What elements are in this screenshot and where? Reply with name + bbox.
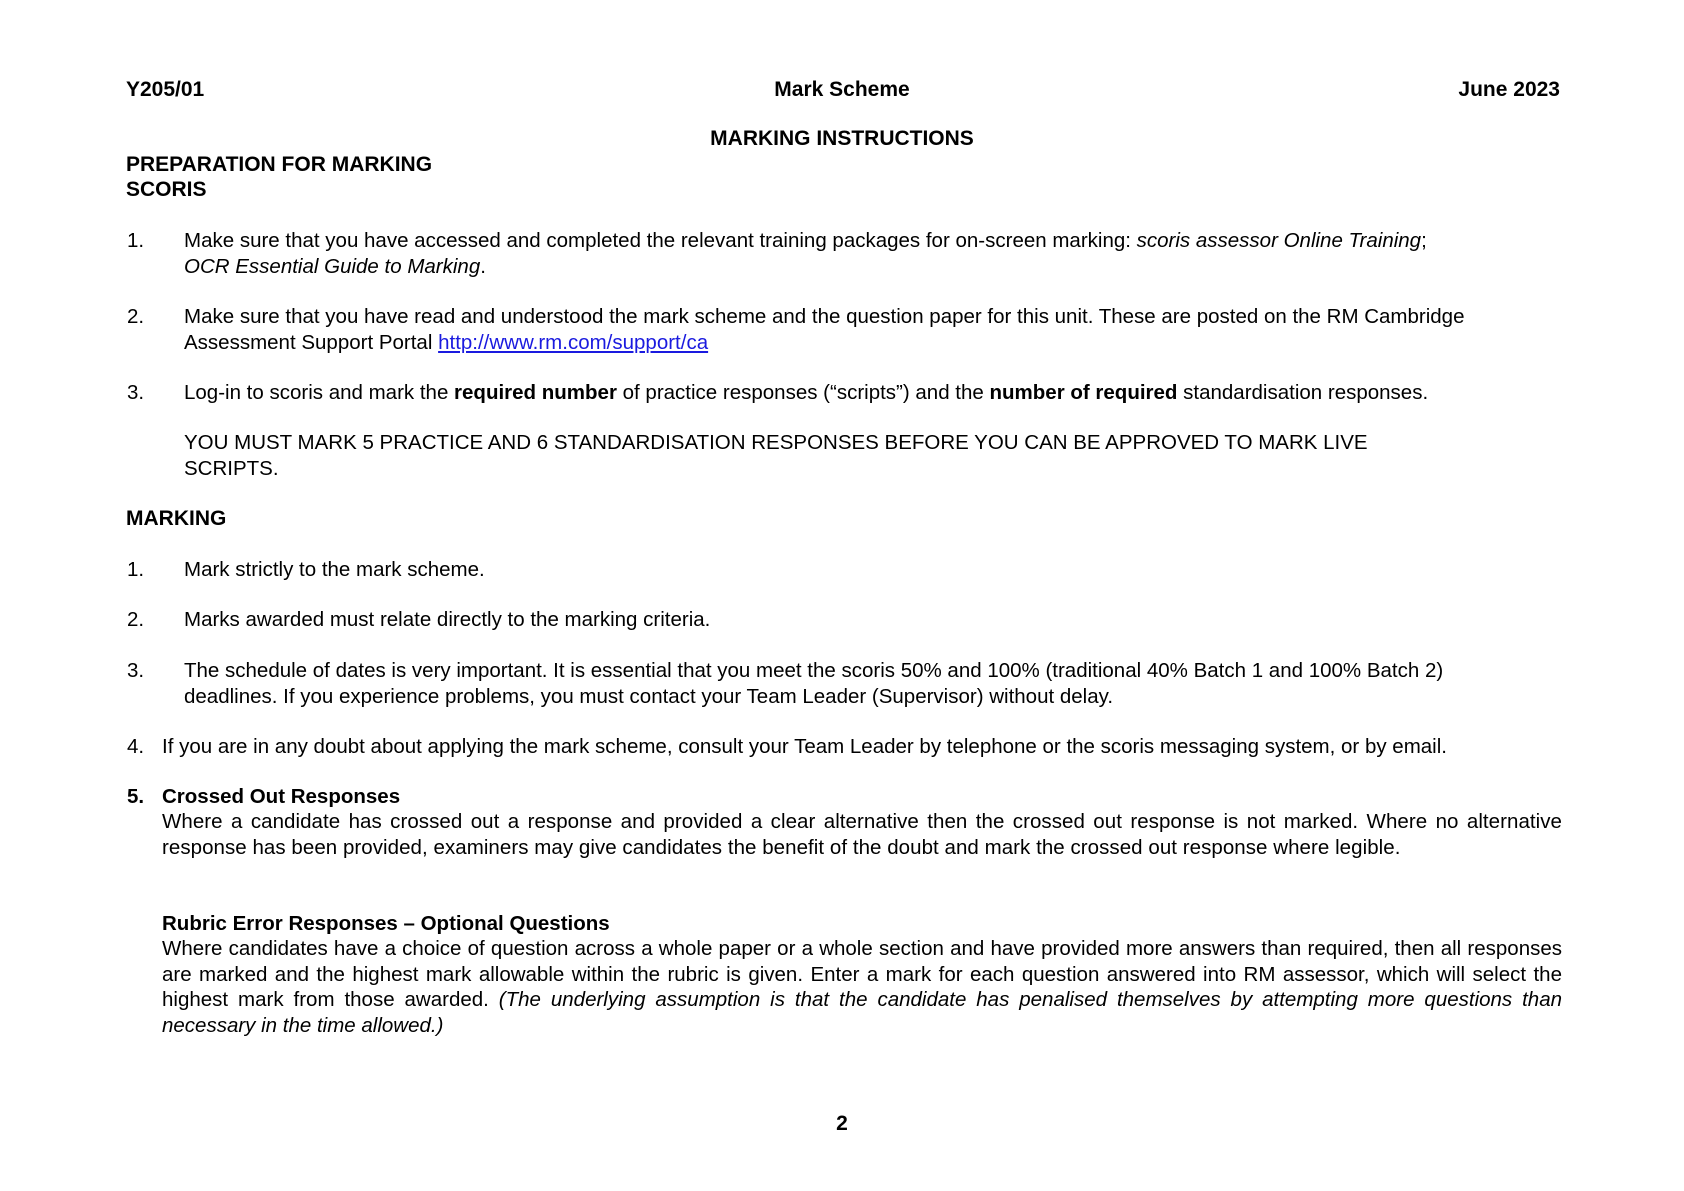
support-portal-link[interactable]: http://www.rm.com/support/ca [438, 330, 709, 354]
prep-item-3-part2: of practice responses (“scripts”) and the [616, 381, 990, 404]
marking-item-5-number: 5. [127, 785, 145, 808]
marking-item-2-number: 2. [127, 608, 145, 631]
prep-item-3-part3: standardisation responses. [1177, 381, 1429, 404]
prep-item-1-italic-guide: OCR Essential Guide to Marking [184, 254, 481, 278]
crossed-out-text: Where a candidate has crossed out a response and provided a clear alternative then the crossed out response is not marked. Where no alternative response has been provided, examiners may give candidates the benefit of the doubt and mark the crossed out response where legible. [162, 810, 1562, 859]
prep-item-3-note [184, 430, 1564, 481]
page-number [0, 1111, 1684, 1136]
preparation-heading: PREPARATION FOR MARKING [126, 153, 433, 176]
document-title [0, 77, 1684, 102]
prep-item-3-bold-required-number: required number [454, 381, 617, 404]
prep-item-1-italic-training: scoris assessor Online Training [1136, 229, 1422, 252]
prep-item-3-note-line2: SCRIPTS. [184, 456, 279, 480]
paper-code: Y205/01 [126, 78, 205, 101]
scoris-heading: SCORIS [126, 178, 207, 201]
exam-date: June 2023 [1458, 78, 1560, 101]
prep-item-3-part1: Log-in to scoris and mark the [184, 381, 455, 404]
marking-instructions-title-text: MARKING INSTRUCTIONS [710, 127, 974, 150]
rubric-error-text-plain: Where candidates have a choice of question across a whole paper or a whole section and have provided more answers than required, then all responses are marked and the highest mark allowable within the rubric is given. Enter a mark for each question answered into RM assessor, which will select the highest mark from those awarded. [162, 937, 1562, 1011]
prep-item-1-end: . [480, 254, 486, 278]
marking-item-4-text: If you are in any doubt about applying the mark scheme, consult your Team Leader by telephone or the scoris messaging system, or by email. [162, 735, 1447, 758]
prep-item-2-line1: Make sure that you have read and understood the mark scheme and the question paper for this unit. These are posted on the RM Cambridge [184, 305, 1465, 328]
prep-item-2-text [184, 304, 1564, 355]
prep-item-3-text [184, 380, 1564, 406]
marking-item-4-number: 4. [127, 735, 145, 758]
rubric-error-heading: Rubric Error Responses – Optional Questions [162, 912, 610, 935]
marking-item-1-number: 1. [127, 558, 145, 581]
prep-item-2-number: 2. [127, 305, 145, 328]
page-number-text: 2 [836, 1112, 848, 1135]
marking-instructions-title [0, 126, 1684, 151]
rubric-error-text-italic: (The underlying assumption is that the candidate has penalised themselves by attempting more questions than necessary in the time allowed.) [162, 988, 1563, 1037]
marking-heading: MARKING [126, 507, 227, 530]
prep-item-2-line2: Assessment Support Portal [184, 330, 439, 354]
prep-item-3-note-line1: YOU MUST MARK 5 PRACTICE AND 6 STANDARDISATION RESPONSES BEFORE YOU CAN BE APPROVED TO MARK LIVE [184, 431, 1368, 454]
marking-item-3-line1: The schedule of dates is very important. It is essential that you meet the scoris 50% and 100% (traditional 40% Batch 1 and 100% Batch 2) [184, 659, 1444, 682]
marking-item-3-text [184, 658, 1564, 709]
prep-item-3-bold-number-required: number of required [989, 381, 1178, 404]
marking-item-3-number: 3. [127, 659, 145, 682]
crossed-out-heading: Crossed Out Responses [162, 785, 401, 808]
prep-item-1-text [184, 228, 1564, 279]
marking-item-1-text: Mark strictly to the mark scheme. [184, 558, 485, 581]
prep-item-1-number: 1. [127, 229, 145, 252]
prep-item-1-sep: ; [1421, 229, 1427, 252]
document-title-text: Mark Scheme [774, 78, 910, 101]
rubric-error-text [162, 936, 1562, 1038]
prep-item-1-plain: Make sure that you have accessed and completed the relevant training packages for on-screen marking: [184, 229, 1137, 252]
marking-item-2-text: Marks awarded must relate directly to the marking criteria. [184, 608, 711, 631]
marking-item-3-line2: deadlines. If you experience problems, you must contact your Team Leader (Supervisor) without delay. [184, 684, 1114, 708]
prep-item-3-number: 3. [127, 381, 145, 404]
